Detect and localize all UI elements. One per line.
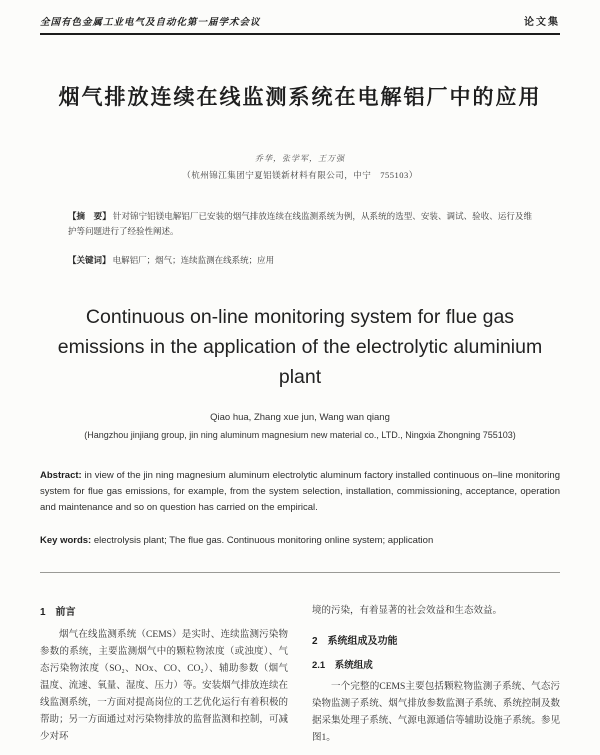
section-2-heading: 2 系统组成及功能 [312, 636, 398, 648]
english-keywords [40, 535, 560, 546]
section-1-heading: 1 前言 [40, 607, 76, 619]
english-keywords-text: electrolysis plant; The flue gas. Continuous monitoring online system; application [91, 535, 434, 547]
chinese-keywords [40, 254, 560, 266]
chinese-keywords-label: 【关键词】 [68, 254, 111, 265]
chinese-abstract [40, 209, 560, 240]
chinese-affiliation: （杭州锦江集团宁夏铝镁新材料有限公司，中宁 755103） [182, 170, 418, 180]
proceedings-label: 论文集 [524, 17, 560, 28]
english-title: Continuous on-line monitoring system for flue gas emissions in the application of the electrolytic aluminium plant [57, 305, 543, 389]
chinese-abstract-text: 针对锦宁铝镁电解铝厂已安装的烟气排放连续在线监测系统为例，从系统的选型、安装、调试、验收、运行及维护等问题进行了经验性阐述。 [68, 211, 532, 237]
english-keywords-label: Key words: [40, 535, 92, 547]
page-header [40, 0, 560, 35]
section-2-1-heading: 2.1 系统组成 [312, 660, 373, 672]
english-abstract [40, 468, 560, 515]
body-columns [40, 603, 560, 747]
chinese-keywords-text: 电解铝厂；烟气；连续监测在线系统；应用 [112, 254, 275, 265]
english-affiliation: (Hangzhou jinjiang group, jin ning aluminum magnesium new material co., LTD., Ningxia Zhongning 755103) [84, 430, 516, 441]
chinese-authors: 乔华，张学军，王万强 [255, 154, 345, 163]
section-2-1-paragraph: 一个完整的CEMS主要包括颗粒物监测子系统、气态污染物监测子系统、烟气排放参数监测子系统、系统控制及数据采集处理子系统、气源电源通信等辅助设施子系统。参见图1。 [312, 682, 560, 743]
conference-name: 全国有色金属工业电气及自动化第一届学术会议 [40, 17, 261, 28]
english-abstract-label: Abstract: [40, 470, 82, 482]
front-matter-divider [40, 572, 560, 573]
english-abstract-text: in view of the jin ning magnesium aluminum electrolytic aluminum factory installed continuous on–line monitoring system for flue gas emissions, for example, from the system selection, installation, commissioning, acceptance, operation and maintenance and so on question has carried on the empirical. [40, 470, 560, 513]
left-column [40, 603, 288, 747]
right-column [312, 603, 560, 747]
chinese-abstract-label: 【摘 要】 [68, 211, 111, 221]
english-authors: Qiao hua, Zhang xue jun, Wang wan qiang [210, 412, 390, 424]
section-1-paragraph-continued: 境的污染，有着显著的社会效益和生态效益。 [312, 606, 503, 617]
section-1-paragraph: 烟气在线监测系统（CEMS）是实时、连续监测污染物参数的系统，主要监测烟气中的颗粒物浓度（或浊度）、气态污染物浓度（SO₂、NOx、CO、CO₂）、辅助参数（烟气温度、流速、氧量、湿度、压力）等。安装烟气排放连续在线监测系统，一方面对提高岗位的工艺优化运行有着积极的帮助；另一方面通过对污染物排放的监督监测和控制，可减少对环 [40, 630, 288, 742]
chinese-title: 烟气排放连续在线监测系统在电解铝厂中的应用 [58, 86, 542, 109]
